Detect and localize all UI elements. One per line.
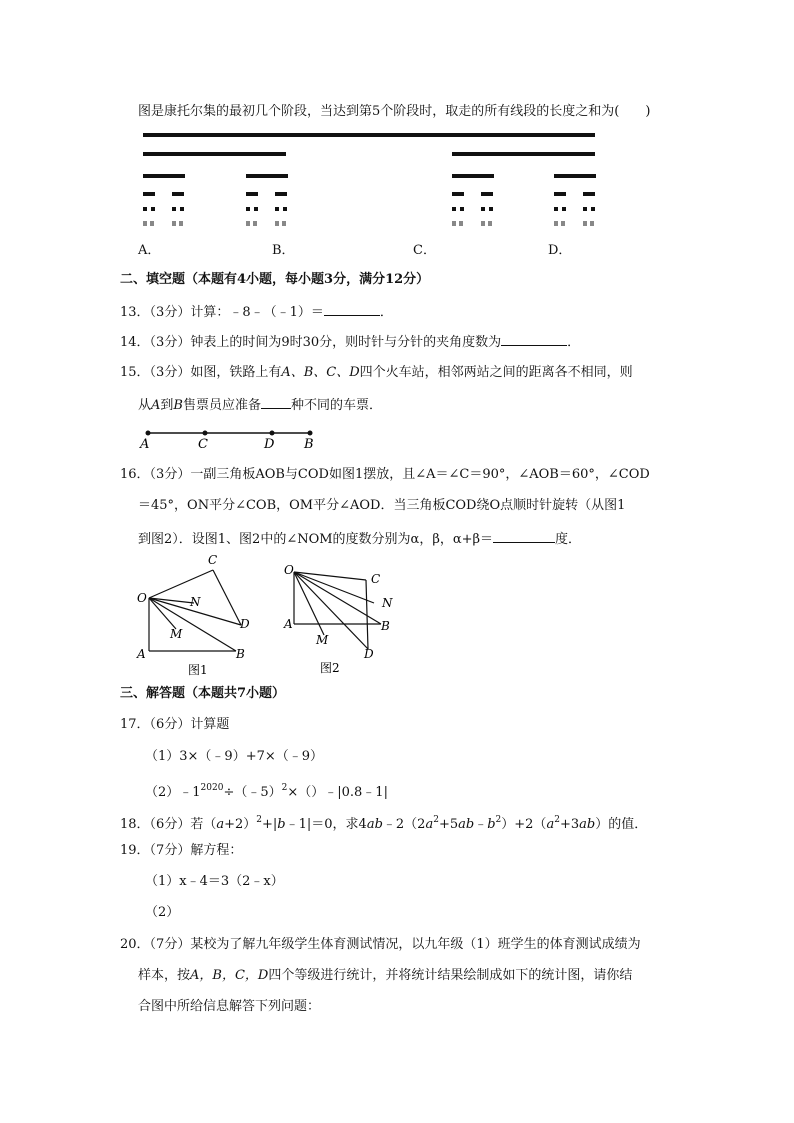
q18-c: +2） [224,817,257,832]
fig2-point-d: D [364,647,374,661]
fig1-point-d: D [240,617,250,631]
fig1-label: 图1 [188,663,208,677]
fig1-point-n: N [190,595,201,609]
q18-l: ﹣ [474,817,488,832]
q17-p2-a: （2）﹣1 [145,785,201,800]
q17-p2-b: ÷（﹣5） [223,785,282,800]
fig2-point-a: A [284,617,293,631]
q13-blank [324,302,380,316]
railway-point-b: B [304,437,314,452]
q18-k: ab [458,817,475,832]
q19-part2: （2） [145,905,180,920]
section3-title: 三、解答题（本题共7小题） [120,686,286,701]
option-c: C． [413,243,436,258]
railway-point-d: D [264,437,275,452]
q20-line2 [138,967,632,985]
q16-text-a: 到图2）．设图1、图2中的∠NOM的度数分别为α，β，α+β＝ [138,532,494,547]
q20-line3: 合图中所给信息解答下列问题： [138,999,321,1014]
q18-n: ）+2（ [501,817,547,832]
railway-point-a: A [140,437,150,452]
q16-line1: 16．（3分）一副三角板AOB与COD如图1摆放，且∠A＝∠C＝90°，∠AOB＝60°，∠COD [120,467,650,482]
q15-line1 [120,364,633,382]
q17-p2-c: ×（）﹣|0.8﹣1| [287,785,388,800]
option-d: D． [548,243,572,258]
fig1-point-b: B [236,647,245,661]
q15-text-f: 种不同的车票． [291,398,383,413]
q17-p2-exp2: 2 [281,783,288,793]
fig1-point-o: O [137,591,147,605]
q16-line2: ＝45°，ON平分∠COB，OM平分∠AOD．当三角板COD绕O点顺时针旋转（从图1 [138,498,626,513]
q18-sup1: 2 [256,815,262,825]
fig1-point-m: M [170,627,183,641]
q15-var-b: B [173,398,183,413]
q15-text-a: 15．（3分）如图，铁路上有 [120,365,282,380]
q15-line2 [138,395,382,415]
q14-blank [501,332,567,346]
q18-i: a [425,817,434,832]
q14-prefix: 14．（3分）钟表上的时间为9时30分，则时针与分针的夹角度数为 [120,335,502,350]
railway-point-c: C [198,437,208,452]
q18-f: ﹣1|＝0，求4 [285,817,367,832]
option-b: B． [272,243,295,258]
section2-title: 二、填空题（本题有4小题，每小题3分，满分12分） [120,272,430,287]
fig2-point-b: B [381,619,390,633]
q15-blank [261,395,291,409]
q19-title: 19．（7分）解方程： [120,843,243,858]
cantor-stage-2-right [452,152,595,156]
q16-line3 [138,529,581,549]
triangle-figure-1 [130,548,270,678]
cantor-stage-2-left [143,152,286,156]
fig1-point-a: A [137,647,146,661]
q18-g: ab [366,817,383,832]
q17-p2-exp: 2020 [200,783,224,793]
q15-vars: A、B、C、D [281,365,360,380]
q16-blank [493,529,555,543]
option-a: A． [138,243,161,258]
q20-text-b: 四个等级进行统计，并将统计结果绘制成如下的统计图，请你结 [268,968,633,983]
fig2-point-m: M [316,633,329,647]
q18-m: b [487,817,496,832]
q18-o: a [546,817,555,832]
q13-prefix: 13．（3分）计算：﹣8﹣（﹣1）＝ [120,305,324,320]
fig2-label: 图2 [320,661,340,675]
q18 [120,811,647,834]
q15-text-e: 售票员应准备 [182,398,261,413]
q14-suffix: ． [567,335,581,350]
q20-line1: 20．（7分）某校为了解九年级学生体育测试情况，以九年级（1）班学生的体育测试成绩为 [120,937,641,952]
q18-j: +5 [438,817,459,832]
q18-q: ab [579,817,596,832]
q13 [120,302,393,322]
q18-r: ）的值． [595,817,648,832]
q18-e: b [277,817,286,832]
q19-part1: （1）x﹣4＝3（2﹣x） [145,874,284,889]
railway-figure [134,426,334,452]
fig2-point-c: C [371,572,381,586]
cantor-set-figure [0,125,794,245]
q15-var-a: A [151,398,161,413]
q16-text-b: 度． [555,532,582,547]
q14 [120,332,580,352]
q18-sup4: 2 [554,815,560,825]
q20-text-a: 样本，按 [138,968,191,983]
q17-part1: （1）3×（﹣9）+7×（﹣9） [145,749,324,764]
q15-text-c: 从 [138,398,152,413]
fig1-point-c: C [208,553,218,567]
q15-text-b: 四个火车站，相邻两站之间的距离各不相同，则 [359,365,633,380]
q18-a: 18．（6分）若（ [120,817,217,832]
q15-text-d: 到 [160,398,174,413]
fig2-point-o: O [284,563,294,577]
q20-vars: A，B，C，D [190,968,269,983]
q18-h: ﹣2（2 [382,817,426,832]
q18-p: +3 [559,817,580,832]
q18-sup2: 2 [433,815,439,825]
q18-sup3: 2 [495,815,502,825]
fig2-point-n: N [382,596,393,610]
triangle-figure-2 [278,548,418,678]
cantor-stage-1 [143,133,595,137]
q13-suffix: ． [379,305,393,320]
q17-title: 17．（6分）计算题 [120,717,230,732]
q18-d: +| [262,817,278,832]
q18-b: a [216,817,225,832]
q12-text: 图是康托尔集的最初几个阶段，当达到第5个阶段时，取走的所有线段的长度之和为( ) [138,104,651,119]
q17-part2 [145,779,388,802]
